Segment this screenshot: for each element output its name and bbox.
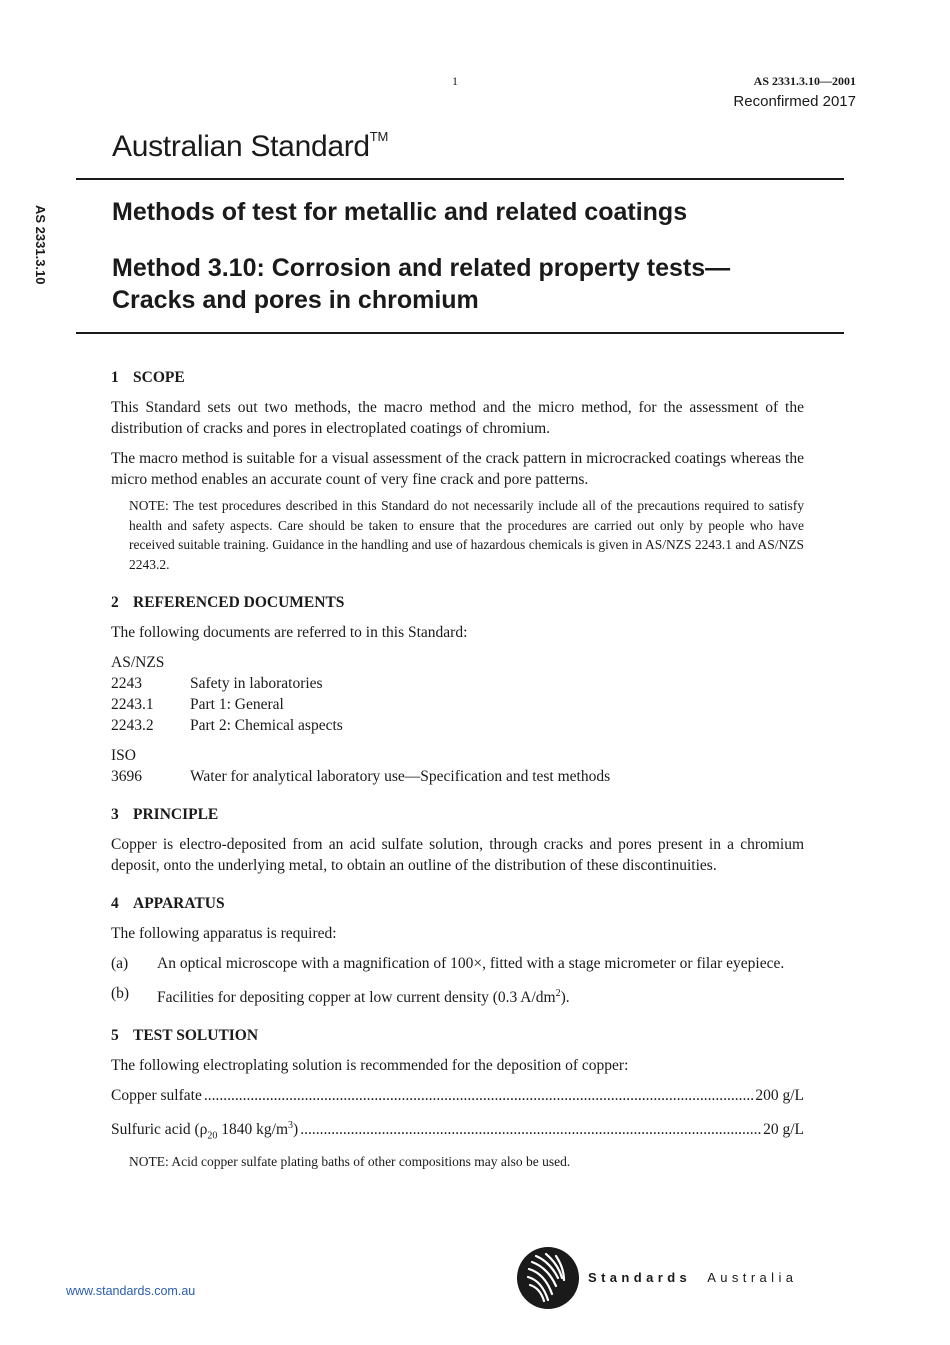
reference-code: 2243 bbox=[111, 675, 142, 692]
section-title: REFERENCED DOCUMENTS bbox=[133, 594, 345, 611]
top-rule bbox=[76, 178, 844, 180]
list-label: (a) bbox=[111, 955, 129, 972]
reference-item bbox=[111, 694, 804, 715]
component-name-part: 1840 kg/m bbox=[217, 1121, 289, 1139]
apparatus-item bbox=[111, 983, 804, 1008]
dot-leader bbox=[204, 1085, 754, 1106]
method-title: Method 3.10: Corrosion and related property tests—Cracks and pores in chromium bbox=[112, 254, 731, 314]
apparatus-item bbox=[111, 953, 804, 974]
reference-item bbox=[111, 766, 804, 787]
section-heading-principle bbox=[111, 804, 804, 825]
reference-title: Water for analytical laboratory use—Specification and test methods bbox=[190, 768, 611, 785]
section-heading-references bbox=[111, 592, 804, 613]
reference-title: Safety in laboratories bbox=[190, 675, 323, 692]
list-text-main: Facilities for depositing copper at low current density (0.3 A/dm bbox=[157, 989, 556, 1007]
bottom-rule bbox=[76, 332, 844, 334]
solution-component bbox=[111, 1115, 804, 1146]
logo-wordmark bbox=[588, 1270, 797, 1285]
brand-title bbox=[112, 130, 388, 164]
test-solution-intro: The following electroplating solution is recommended for the deposition of copper: bbox=[111, 1057, 629, 1075]
reference-org: AS/NZS bbox=[111, 654, 165, 671]
solution-component bbox=[111, 1085, 804, 1106]
section-number: 2 bbox=[111, 594, 119, 611]
scope-paragraph-2: The macro method is suitable for a visual assessment of the crack pattern in microcracked coatings whereas the micro method enables an accurate count of very fine crack and pore patterns. bbox=[111, 450, 804, 488]
apparatus-intro: The following apparatus is required: bbox=[111, 925, 337, 942]
component-value: 20 g/L bbox=[763, 1121, 804, 1139]
superscript: 2 bbox=[555, 988, 561, 999]
test-solution-note: NOTE: Acid copper sulfate plating baths of other compositions may also be used. bbox=[129, 1154, 571, 1170]
section-title: APPARATUS bbox=[133, 895, 225, 912]
reference-item bbox=[111, 673, 804, 694]
brand-text: Australian Standard bbox=[112, 130, 370, 163]
section-number: 4 bbox=[111, 895, 119, 912]
section-heading-scope bbox=[111, 367, 804, 388]
section-title: TEST SOLUTION bbox=[133, 1027, 259, 1045]
reference-item bbox=[111, 715, 804, 736]
reference-group-iso bbox=[111, 745, 804, 787]
dot-leader bbox=[300, 1119, 761, 1140]
logo-word-standards: Standards bbox=[588, 1270, 692, 1285]
component-name-part: ) bbox=[293, 1121, 299, 1139]
section-title: SCOPE bbox=[133, 369, 185, 386]
scope-paragraph-1: This Standard sets out two methods, the macro method and the micro method, for the assessment of the distribution of cracks and pores in electroplated coatings of chromium. bbox=[111, 399, 804, 437]
website-link[interactable]: www.standards.com.au bbox=[66, 1284, 196, 1298]
list-text-end: ). bbox=[560, 989, 570, 1007]
standards-australia-logo-icon bbox=[516, 1246, 580, 1310]
reference-group-asnzs bbox=[111, 652, 804, 736]
section-number: 1 bbox=[111, 369, 119, 386]
section-heading-test-solution bbox=[111, 1025, 804, 1046]
component-name bbox=[111, 1115, 298, 1146]
section-heading-apparatus bbox=[111, 893, 804, 914]
superscript: 3 bbox=[288, 1120, 294, 1132]
list-label: (b) bbox=[111, 985, 130, 1002]
reconfirmed-label: Reconfirmed 2017 bbox=[733, 93, 856, 110]
component-value: 200 g/L bbox=[755, 1087, 804, 1105]
reference-title: Part 1: General bbox=[190, 696, 284, 713]
principle-paragraph: Copper is electro-deposited from an acid sulfate solution, through cracks and pores present in a chromium deposit, onto the underlying metal, to obtain an outline of the distribution of these discontinuities. bbox=[111, 836, 804, 874]
reference-code: 2243.1 bbox=[111, 696, 154, 713]
section-number: 3 bbox=[111, 806, 119, 823]
reference-code: 3696 bbox=[111, 768, 142, 785]
trademark-mark: TM bbox=[369, 129, 388, 144]
reference-title: Part 2: Chemical aspects bbox=[190, 717, 343, 734]
reference-org: ISO bbox=[111, 747, 136, 764]
section-number: 5 bbox=[111, 1027, 119, 1045]
scope-note: NOTE: The test procedures described in this Standard do not necessarily include all of the precautions required to satisfy health and safety aspects. Care should be taken to ensure that the procedures are carried out only by people who have received suitable training. Guidance in the handling and use of hazardous chemicals is given in AS/NZS 2243.1 and AS/NZS 2243.2. bbox=[129, 498, 804, 572]
side-tab: AS 2331.3.10 bbox=[33, 205, 48, 285]
document-body bbox=[111, 367, 804, 1182]
component-name: Copper sulfate bbox=[111, 1087, 202, 1105]
document-title: Methods of test for metallic and related coatings bbox=[112, 198, 688, 226]
standard-code: AS 2331.3.10—2001 bbox=[753, 74, 856, 88]
reference-code: 2243.2 bbox=[111, 717, 154, 734]
references-intro: The following documents are referred to in this Standard: bbox=[111, 624, 468, 641]
logo-word-australia: Australia bbox=[707, 1270, 798, 1285]
component-name-part: Sulfuric acid (ρ bbox=[111, 1121, 208, 1139]
list-text bbox=[157, 983, 804, 1008]
list-text: An optical microscope with a magnification of 100×, fitted with a stage micrometer or filar eyepiece. bbox=[157, 955, 785, 972]
page-number: 1 bbox=[452, 74, 458, 88]
section-title: PRINCIPLE bbox=[133, 806, 219, 823]
subscript: 20 bbox=[207, 1130, 218, 1142]
